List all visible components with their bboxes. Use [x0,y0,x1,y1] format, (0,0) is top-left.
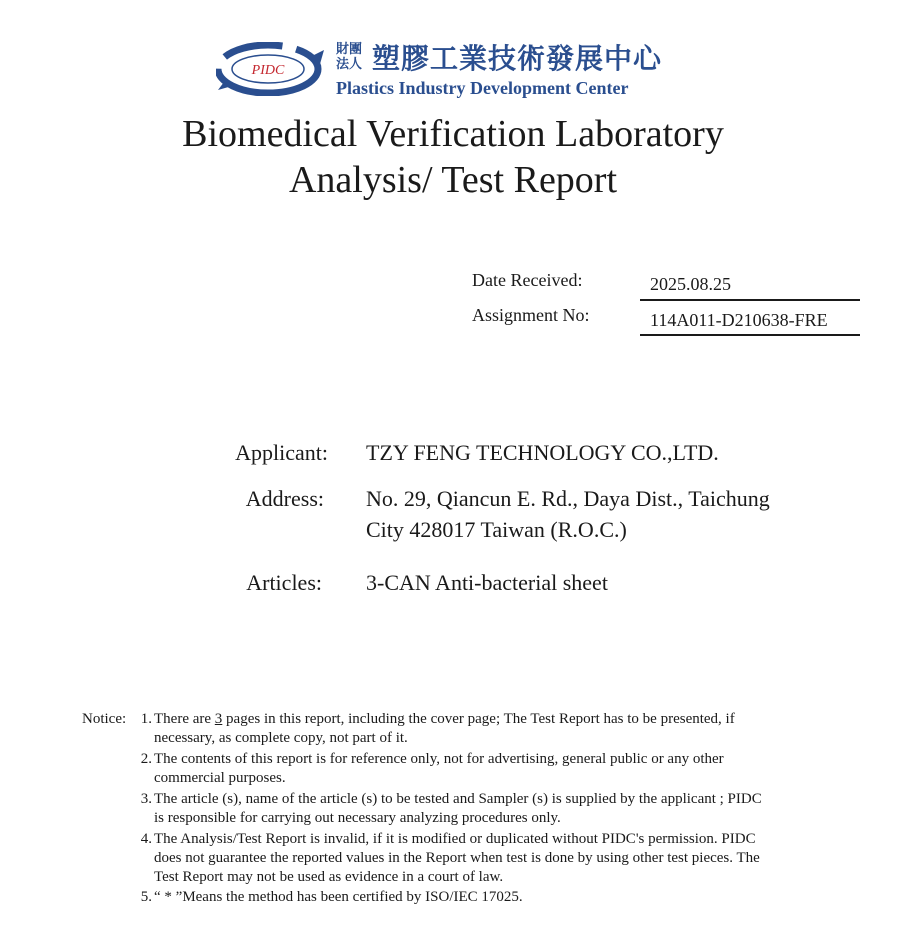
articles-value: 3-CAN Anti-bacterial sheet [366,570,608,595]
applicant-value: TZY FENG TECHNOLOGY CO.,LTD. [366,440,719,465]
pidc-logo [216,42,326,96]
date-received-label: Date Received: [472,270,583,290]
notice-item-4-line3: Test Report may not be used as evidence in a court of law. [154,869,504,885]
report-title-line1: Biomedical Verification Laboratory [182,113,724,155]
notice-item-number: 4. [140,831,152,847]
notice-item-3-line2: is responsible for carrying out necessary analyzing procedures only. [154,810,561,826]
report-title-line2: Analysis/ Test Report [288,159,618,201]
org-chinese-name: 塑膠工業技術發展中心 [372,42,663,75]
notice-item-3-line1: The article (s), name of the article (s) to be tested and Sampler (s) is supplied by the applicant ; PIDC [154,791,762,807]
assignment-no-value: 114A011-D210638-FRE [650,310,828,330]
notice-item-5-line1: “ * ”Means the method has been certified by ISO/IEC 17025. [154,889,523,905]
date-received-value: 2025.08.25 [650,274,731,294]
notice-item-1-line2: necessary, as complete copy, not part of it. [154,730,408,746]
notice-item-2-line1: The contents of this report is for reference only, not for advertising, general public or any other [154,751,724,767]
assignment-no-underline [640,334,860,336]
org-foundation-label: 財團法人 [336,42,363,72]
notice-item-number: 1. [140,711,152,727]
page-count: 3 [214,711,223,727]
notice-item-number: 3. [140,791,152,807]
notice-item-4-line1: The Analysis/Test Report is invalid, if it is modified or duplicated without PIDC's permission. PIDC [154,831,756,847]
address-label: Address: [245,486,324,511]
notice-label: Notice: [82,711,127,727]
notice-item-1-line1: There are 3 pages in this report, including the cover page; The Test Report has to be presented, if [154,711,735,727]
notice-item-2-line2: commercial purposes. [154,770,286,786]
applicant-label: Applicant: [235,440,328,465]
notice-item-number: 5. [140,889,152,905]
date-received-underline [640,299,860,301]
logo-text: PIDC [251,63,285,78]
articles-label: Articles: [246,570,322,595]
address-line2: City 428017 Taiwan (R.O.C.) [366,517,627,542]
notice-item-number: 2. [140,751,152,767]
address-line1: No. 29, Qiancun E. Rd., Daya Dist., Taichung [366,486,770,511]
assignment-no-label: Assignment No: [472,305,590,325]
notice-item-4-line2: does not guarantee the reported values in the Report when test is done by using other test pieces. The [154,850,760,866]
org-english-name: Plastics Industry Development Center [336,78,629,98]
